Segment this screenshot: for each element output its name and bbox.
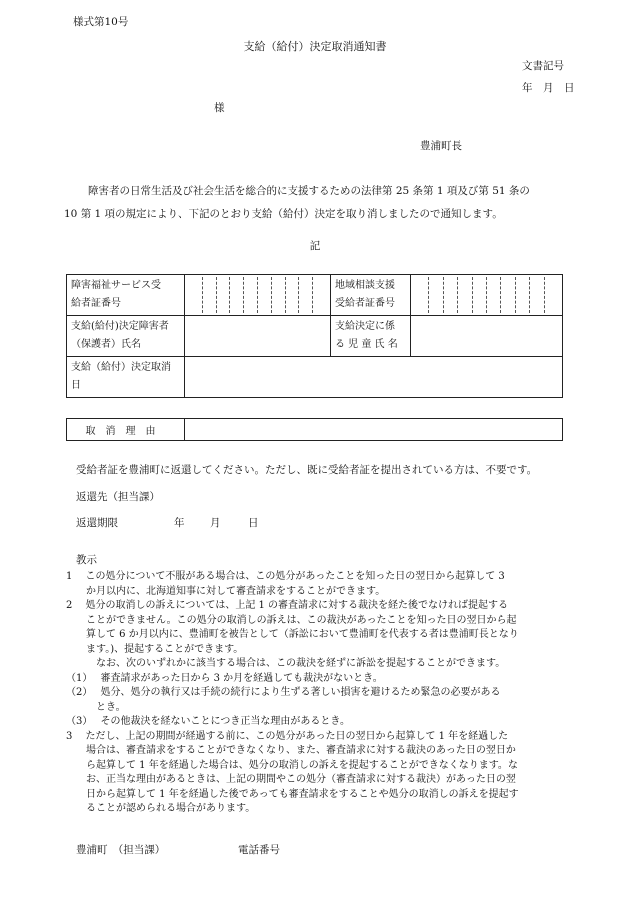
- reason-table: [66, 418, 563, 441]
- guardian-label-line2: （保護者）氏名: [71, 339, 141, 350]
- info-table: [66, 274, 563, 398]
- issuer: 豊浦町長: [420, 140, 462, 152]
- kyoji-line: 3 ただし、上記の期間が経過する前に、この処分があった日の翌日から起算して 1 年を経過した: [66, 730, 509, 742]
- child-label-line1: 支給決定に係: [335, 321, 395, 332]
- kyoji-line: ことができません。この処分の取消しの訴えは、この裁決があったことを知った日の翌日から起: [66, 614, 517, 626]
- kyoji-line: 場合は、審査請求をすることができなくなり、また、審査請求に対する裁決のあった日の翌日か: [66, 745, 516, 756]
- table-row: [67, 316, 563, 357]
- ki-heading: 記: [309, 240, 321, 252]
- footer-department: 豊浦町 （担当課）: [76, 844, 166, 856]
- return-to-label: 返還先（担当課）: [76, 491, 160, 503]
- document-number-label: 文書記号: [522, 60, 564, 72]
- cancel-date-field: [185, 357, 563, 398]
- table-row: [67, 357, 563, 398]
- cancel-date-label: [67, 357, 185, 398]
- child-name-field: [411, 316, 563, 357]
- return-due-year: 年: [174, 517, 185, 529]
- cancel-date-line2: 日: [71, 380, 81, 391]
- cert-label-line2: 給者証番号: [71, 298, 121, 309]
- guardian-name-field: [185, 316, 331, 357]
- cancel-date-line1: 支給（給付）決定取消: [71, 362, 171, 373]
- form-number: 様式第10号: [73, 16, 129, 28]
- kyoji-line: とき。: [66, 701, 126, 713]
- date-label: 年 月 日: [522, 82, 575, 94]
- consult-number-label: [331, 275, 411, 316]
- cert-number-field: [185, 275, 331, 316]
- consult-number-field: [411, 275, 563, 316]
- child-label-line2: る 児 童 氏 名: [335, 339, 398, 350]
- kyoji-line: （3） その他裁決を経ないことにつき正当な理由があるとき。: [66, 716, 350, 727]
- kyoji-line: なお、次のいずれかに該当する場合は、この裁決を経ずに訴訟を提起することができます。: [66, 658, 506, 669]
- cert-number-label: [67, 275, 185, 316]
- kyoji-line: （1） 審査請求があった日から 3 か月を経過しても裁決がないとき。: [66, 672, 383, 684]
- kyoji-line: ます。)、提起することができます。: [66, 643, 244, 655]
- body-line-2: 10 第 1 項の規定により、下記のとおり支給（給付）決定を取り消しましたので通知します。: [64, 208, 503, 220]
- return-due-month: 月: [210, 517, 221, 529]
- consult-label-line2: 受給者証番号: [335, 298, 395, 309]
- cert-label-line1: 障害福祉サービス受: [71, 280, 161, 291]
- consult-label-line1: 地域相談支援: [335, 280, 395, 291]
- body-line-1: 障害者の日常生活及び社会生活を総合的に支援するための法律第 25 条第 1 項及び第 51 条の: [88, 185, 530, 197]
- return-note: 受給者証を豊浦町に返還してください。ただし、既に受給者証を提出されている方は、不要です。: [76, 464, 538, 476]
- reason-field: [185, 419, 563, 441]
- guardian-label-line1: 支給(給付)決定障害者: [71, 321, 169, 332]
- kyoji-title: 教示: [76, 554, 97, 566]
- table-row: [67, 275, 563, 316]
- return-due-label: 返還期限: [76, 517, 118, 529]
- footer-phone-label: 電話番号: [238, 844, 280, 856]
- body-text: [64, 180, 530, 226]
- return-due: [76, 515, 276, 529]
- kyoji-section: [66, 570, 594, 817]
- return-due-day: 日: [248, 517, 259, 529]
- kyoji-line: お、正当な理由があるときは、上記の期間やこの処分（審査請求に対する裁決）があった日の翌: [66, 774, 516, 785]
- kyoji-line: 日から起算して 1 年を経過した後であっても審査請求をすることや処分の取消しの訴えを提起す: [66, 788, 519, 800]
- kyoji-line: 1 この処分について不服がある場合は、この処分があったことを知った日の翌日から起算して 3: [66, 571, 505, 582]
- kyoji-line: ることが認められる場合があります。: [66, 803, 256, 814]
- reason-label: 取消理由: [67, 419, 185, 441]
- kyoji-line: ら起算して 1 年を経過した場合は、処分の取消しの訴えを提起することができなくなります。な: [66, 759, 518, 771]
- kyoji-line: 算して 6 か月以内に、豊浦町を被告として（訴訟において豊浦町を代表する者は豊浦町長となり: [66, 629, 519, 640]
- kyoji-line: 2 処分の取消しの訴えについては、上記 1 の審査請求に対する裁決を経た後でなければ提起する: [66, 600, 509, 611]
- kyoji-line: か月以内に、北海道知事に対して審査請求をすることができます。: [66, 585, 386, 597]
- child-name-label: [331, 316, 411, 357]
- guardian-name-label: [67, 316, 185, 357]
- document-title: 支給（給付）決定取消通知書: [243, 40, 387, 53]
- recipient-suffix: 様: [214, 102, 225, 114]
- kyoji-line: （2） 処分、処分の執行又は手続の続行により生ずる著しい損害を避けるため緊急の必要がある: [66, 687, 501, 698]
